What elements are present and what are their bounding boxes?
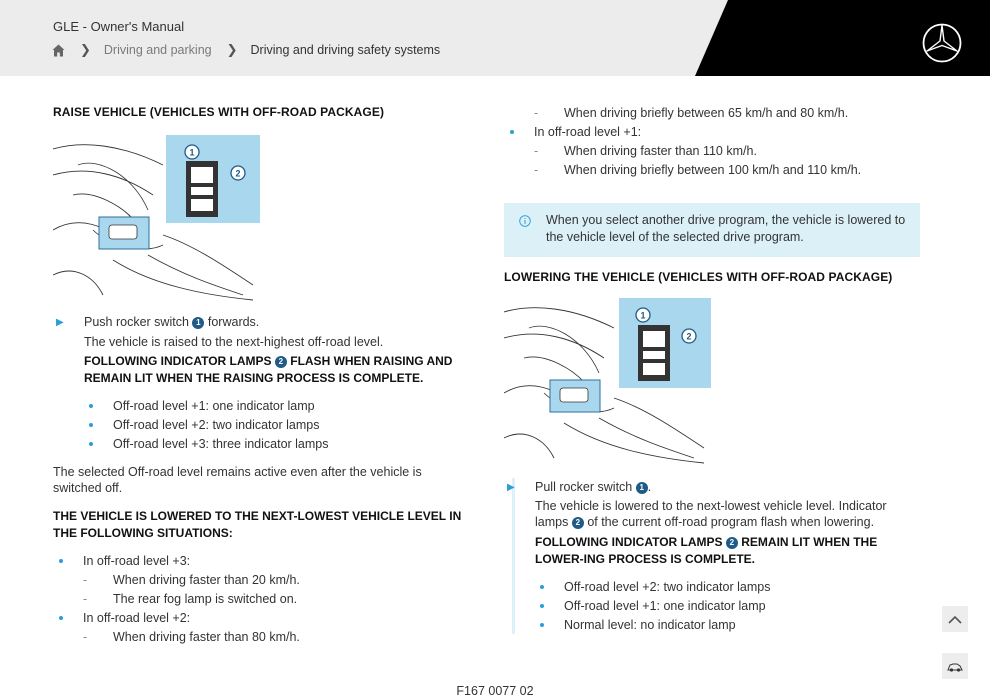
left-column <box>53 104 463 647</box>
offroad-car-icon <box>504 298 711 468</box>
level-list <box>53 397 463 454</box>
list-item: - When driving faster than 80 km/h. <box>53 628 463 647</box>
step-item <box>504 478 920 497</box>
svg-text:1: 1 <box>189 147 195 158</box>
badge-1: 1 <box>636 482 648 494</box>
situation-list <box>53 609 463 628</box>
result-text-end: of the current off-road program flash when lowering. <box>587 515 875 529</box>
situation-sublist <box>504 142 920 180</box>
mercedes-star-logo[interactable] <box>921 22 963 64</box>
bold-text-end: FLASH WHEN RAISING AND REMAIN LIT WHEN THE RAISING PROCESS IS COMPLETE. <box>84 354 453 385</box>
offroad-toggle-button[interactable] <box>942 653 968 679</box>
result-text: The vehicle is raised to the next-highest off-road level. <box>84 335 384 349</box>
list-item: - When driving faster than 20 km/h. <box>53 571 463 590</box>
badge-2: 2 <box>275 356 287 368</box>
svg-text:2: 2 <box>686 331 692 342</box>
result-text: The vehicle is lowered to the next-lowest vehicle level. Indicator lamps <box>535 499 887 529</box>
badge-2: 2 <box>572 517 584 529</box>
list-item: In off-road level +1: <box>504 123 920 142</box>
chevron-right-icon: ❯ <box>226 42 238 57</box>
info-note <box>504 203 920 257</box>
bullet-icon <box>540 623 544 627</box>
bullet-icon <box>510 130 514 134</box>
info-icon <box>519 215 531 227</box>
situation-sublist <box>504 104 920 123</box>
section-heading-raise: RAISE VEHICLE (VEHICLES WITH OFF-ROAD PACKAGE) <box>53 105 385 119</box>
list-item: Off-road level +3: three indicator lamps <box>83 435 463 454</box>
bullet-icon <box>89 423 93 427</box>
dash-icon: - <box>534 144 539 158</box>
bold-text-end: REMAIN LIT WHEN THE LOWER-ING PROCESS IS COMPLETE. <box>535 535 878 566</box>
dash-icon: - <box>534 106 539 120</box>
step-text: Push rocker switch <box>84 315 189 329</box>
svg-text:1: 1 <box>640 310 646 321</box>
list-item: In off-road level +3: <box>53 552 463 571</box>
list-item: Off-road level +1: one indicator lamp <box>83 397 463 416</box>
step-note-bold <box>53 353 463 387</box>
dash-icon: - <box>83 630 88 644</box>
offroad-car-icon <box>53 135 260 305</box>
situation-sublist <box>53 628 463 647</box>
bullet-icon <box>89 442 93 446</box>
bold-text: FOLLOWING INDICATOR LAMPS <box>84 354 272 368</box>
bullet-icon <box>540 604 544 608</box>
scroll-top-button[interactable] <box>942 606 968 632</box>
dash-icon: - <box>83 573 88 587</box>
figure-code: F167 0077 02 <box>456 684 534 698</box>
list-item: In off-road level +2: <box>53 609 463 628</box>
home-icon[interactable] <box>52 44 65 57</box>
situation-list <box>504 123 920 142</box>
breadcrumb <box>52 42 440 58</box>
step-arrow-icon: ▶ <box>507 482 515 493</box>
list-item: - When driving briefly between 100 km/h and 110 km/h. <box>504 161 920 180</box>
step-text-end: . <box>647 480 652 494</box>
right-column <box>504 104 920 635</box>
list-item: Off-road level +2: two indicator lamps <box>83 416 463 435</box>
breadcrumb-current: Driving and driving safety systems <box>250 43 441 57</box>
breadcrumb-driving-and-parking[interactable]: Driving and parking <box>103 43 212 57</box>
dash-icon: - <box>534 163 539 177</box>
bullet-icon <box>59 559 63 563</box>
info-note-text: When you select another drive program, the vehicle is lowered to the vehicle level of the selected drive program. <box>546 213 906 244</box>
step-arrow-icon: ▶ <box>56 317 64 328</box>
step-note-bold <box>504 534 920 568</box>
badge-2: 2 <box>726 537 738 549</box>
list-item: Off-road level +1: one indicator lamp <box>534 597 920 616</box>
level-list <box>504 578 920 635</box>
situation-list <box>53 552 463 571</box>
svg-text:2: 2 <box>235 168 241 179</box>
step-result <box>504 498 920 530</box>
step-item <box>53 313 463 332</box>
chevron-right-icon: ❯ <box>80 42 91 57</box>
chevron-up-icon <box>948 615 962 624</box>
bullet-icon <box>89 404 93 408</box>
dash-icon: - <box>83 592 88 606</box>
bold-text: FOLLOWING INDICATOR LAMPS <box>535 535 723 549</box>
lowered-heading: THE VEHICLE IS LOWERED TO THE NEXT-LOWEST VEHICLE LEVEL IN THE FOLLOWING SITUATIONS: <box>53 509 462 540</box>
list-item: - The rear fog lamp is switched on. <box>53 590 463 609</box>
remains-text: The selected Off-road level remains active even after the vehicle is switched off. <box>53 465 422 495</box>
offroad-car-icon <box>947 661 963 672</box>
badge-1: 1 <box>192 317 204 329</box>
manual-title: GLE - Owner's Manual <box>53 19 185 34</box>
list-item: - When driving briefly between 65 km/h and 80 km/h. <box>504 104 920 123</box>
situation-sublist <box>53 571 463 609</box>
step-text: Pull rocker switch <box>535 480 633 494</box>
step-result <box>53 333 463 352</box>
bullet-icon <box>59 616 63 620</box>
lower-step <box>504 478 920 635</box>
bullet-icon <box>540 585 544 589</box>
raise-step <box>53 313 463 454</box>
list-item: Normal level: no indicator lamp <box>534 616 920 635</box>
list-item: - When driving faster than 110 km/h. <box>504 142 920 161</box>
page-header <box>0 0 990 76</box>
list-item: Off-road level +2: two indicator lamps <box>534 578 920 597</box>
section-heading-lower: LOWERING THE VEHICLE (VEHICLES WITH OFF-ROAD PACKAGE) <box>504 270 893 284</box>
step-text-end: forwards. <box>207 315 260 329</box>
